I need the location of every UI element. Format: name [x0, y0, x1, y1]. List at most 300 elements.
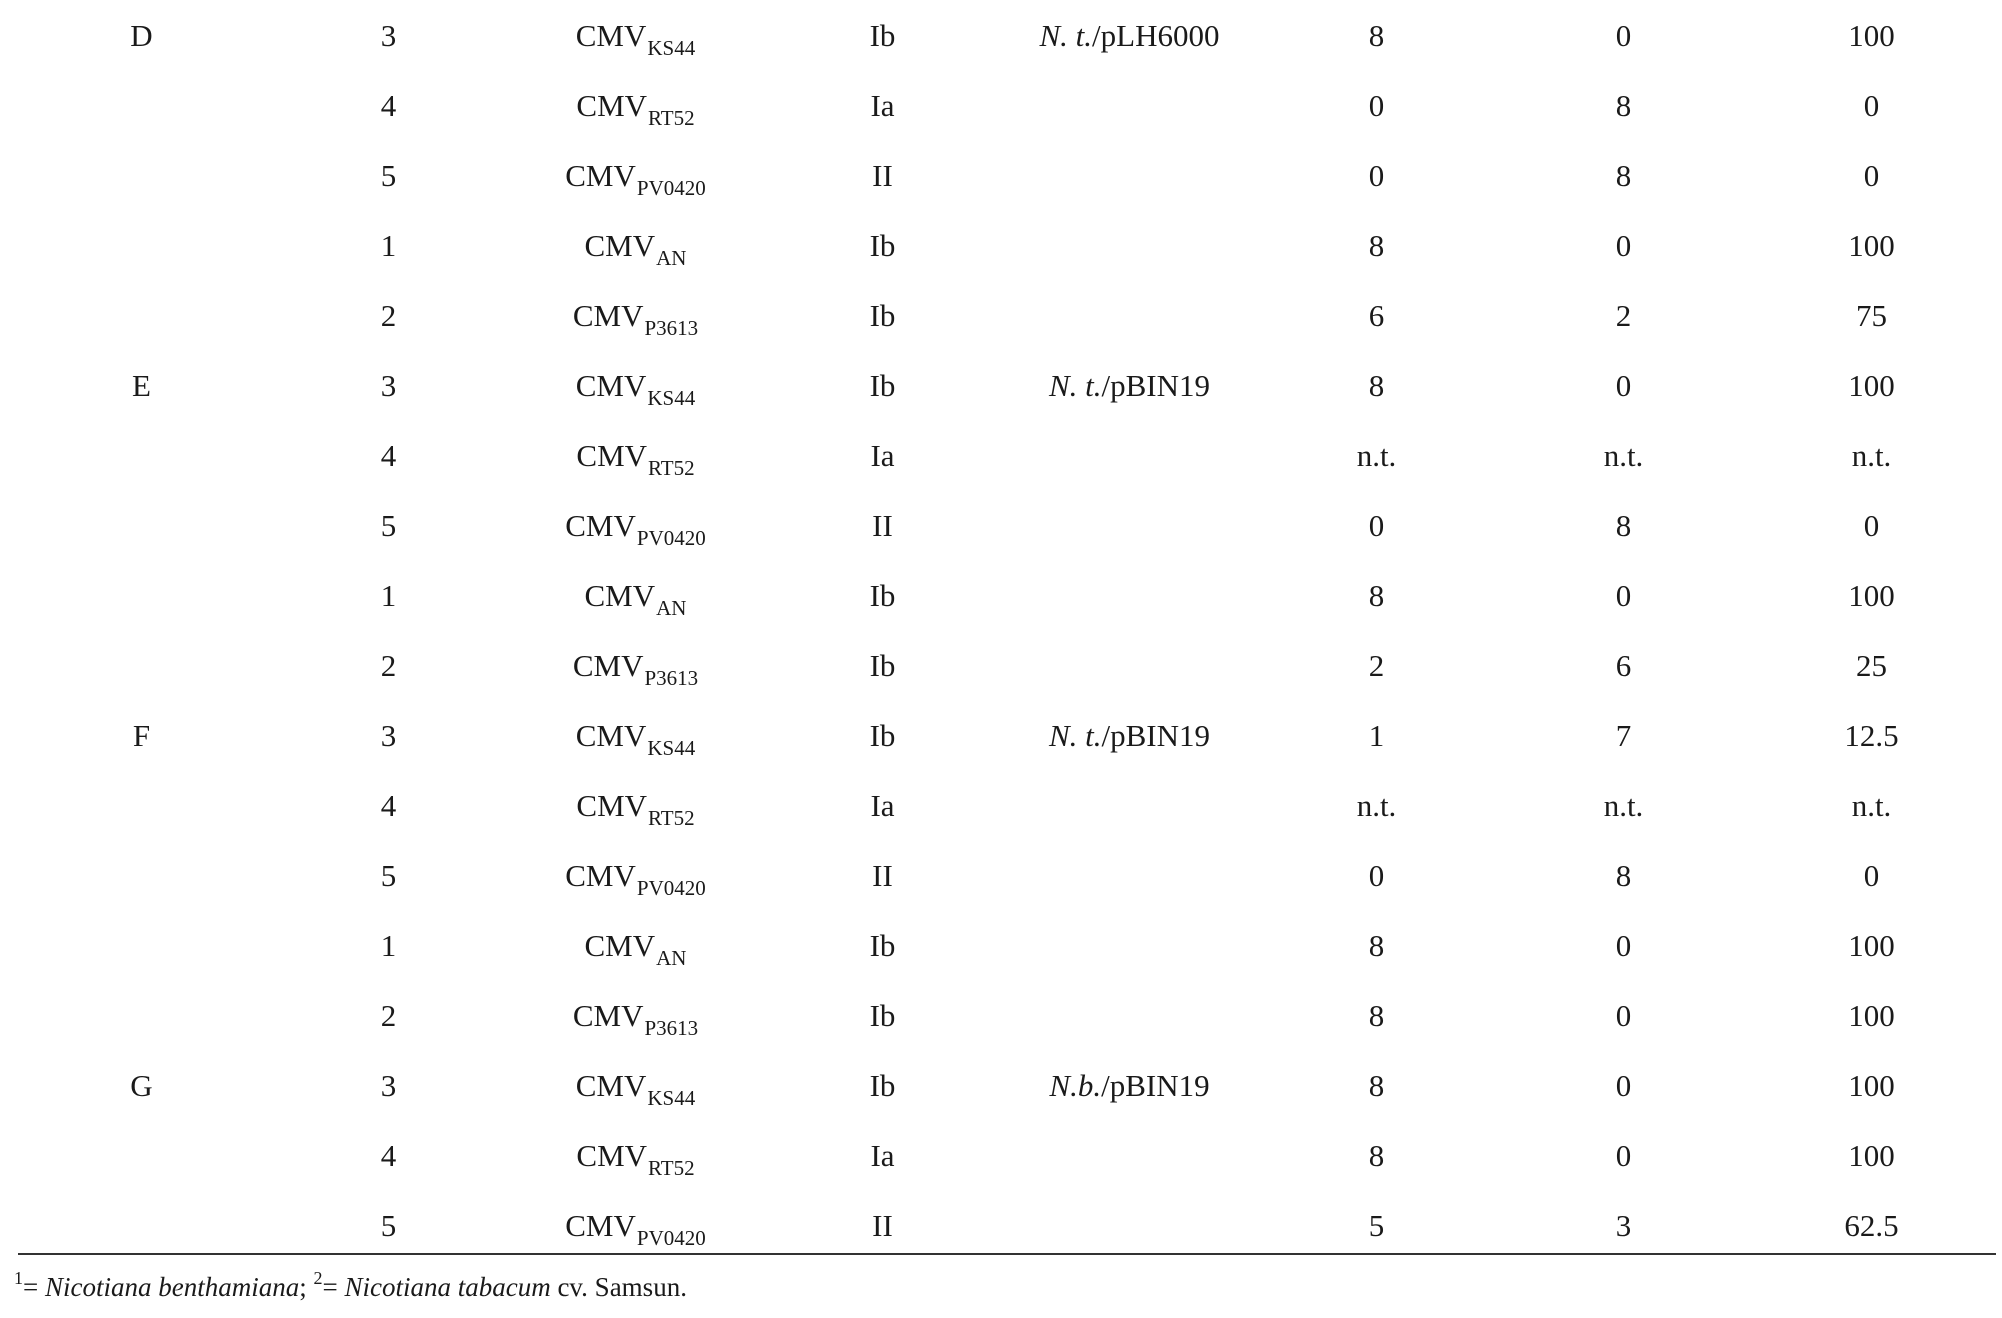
- virus-isolate-subscript: PV0420: [636, 175, 706, 200]
- cell-number: [265, 70, 512, 140]
- cell-uninfected: [1500, 210, 1747, 280]
- cell-group: [18, 420, 265, 490]
- infection-percent: 12.5: [1844, 717, 1899, 753]
- cell-number: [265, 0, 512, 70]
- cell-number: [265, 1120, 512, 1190]
- plant-number: 5: [380, 1207, 397, 1243]
- construct-host: N. t.: [1039, 17, 1093, 53]
- cell-subgroup: [759, 490, 1006, 560]
- table-row: [18, 980, 1996, 1050]
- table-row: [18, 70, 1996, 140]
- infected-count: n.t.: [1356, 437, 1397, 473]
- cell-uninfected: [1500, 280, 1747, 350]
- virus-isolate-subscript: KS44: [647, 385, 696, 410]
- cell-uninfected: [1500, 1050, 1747, 1120]
- cell-uninfected: [1500, 630, 1747, 700]
- footnote-text-1-prefix: =: [23, 1272, 45, 1302]
- cell-construct: [1006, 140, 1253, 210]
- cell-construct: [1006, 840, 1253, 910]
- cell-virus: [512, 420, 759, 490]
- virus-name: CMV: [576, 787, 648, 823]
- footnote-text-1-suffix: ;: [299, 1272, 314, 1302]
- infection-percent: 100: [1848, 367, 1895, 403]
- results-table-container: [18, 0, 1996, 1260]
- infected-count: 0: [1368, 157, 1385, 193]
- cell-virus: [512, 700, 759, 770]
- virus-isolate-subscript: PV0420: [636, 875, 706, 900]
- plant-number: 2: [380, 297, 397, 333]
- cell-percent: [1747, 910, 1996, 980]
- cell-virus: [512, 210, 759, 280]
- plant-number: 1: [380, 227, 397, 263]
- cell-virus: [512, 1050, 759, 1120]
- infection-percent: 62.5: [1844, 1207, 1899, 1243]
- uninfected-count: 0: [1615, 577, 1632, 613]
- virus-isolate-subscript: P3613: [644, 665, 699, 690]
- cell-number: [265, 1190, 512, 1260]
- cell-subgroup: [759, 0, 1006, 70]
- cell-percent: [1747, 770, 1996, 840]
- cell-virus: [512, 70, 759, 140]
- virus-name: CMV: [575, 1067, 647, 1103]
- virus-name: CMV: [565, 1207, 636, 1243]
- plant-number: 5: [380, 857, 397, 893]
- table-body: [18, 0, 1996, 1260]
- virus-isolate-subscript: PV0420: [636, 1225, 706, 1250]
- cell-infected: [1253, 980, 1500, 1050]
- virus-name: CMV: [576, 1137, 648, 1173]
- table-row: [18, 700, 1996, 770]
- infection-percent: 25: [1856, 647, 1887, 683]
- uninfected-count: 8: [1615, 857, 1632, 893]
- cell-uninfected: [1500, 840, 1747, 910]
- cell-number: [265, 770, 512, 840]
- virus-name: CMV: [575, 717, 647, 753]
- cell-infected: [1253, 70, 1500, 140]
- cell-percent: [1747, 1050, 1996, 1120]
- cell-infected: [1253, 140, 1500, 210]
- virus-subgroup: Ib: [869, 1067, 896, 1103]
- cell-virus: [512, 630, 759, 700]
- plant-number: 3: [380, 1067, 397, 1103]
- cell-uninfected: [1500, 1120, 1747, 1190]
- cell-number: [265, 910, 512, 980]
- results-table: [18, 0, 1996, 1260]
- construct-vector: /pBIN19: [1101, 367, 1211, 403]
- cell-group: [18, 1120, 265, 1190]
- cell-subgroup: [759, 350, 1006, 420]
- infected-count: 0: [1368, 507, 1385, 543]
- cell-percent: [1747, 420, 1996, 490]
- uninfected-count: 0: [1615, 367, 1632, 403]
- table-row: [18, 910, 1996, 980]
- cell-infected: [1253, 700, 1500, 770]
- cell-construct: [1006, 560, 1253, 630]
- cell-group: [18, 560, 265, 630]
- cell-group: [18, 770, 265, 840]
- cell-virus: [512, 770, 759, 840]
- cell-virus: [512, 1190, 759, 1260]
- cell-infected: [1253, 630, 1500, 700]
- uninfected-count: 8: [1615, 507, 1632, 543]
- cell-group: [18, 1050, 265, 1120]
- virus-isolate-subscript: PV0420: [636, 525, 706, 550]
- infection-percent: 75: [1856, 297, 1887, 333]
- table-row: [18, 140, 1996, 210]
- cell-subgroup: [759, 840, 1006, 910]
- plant-number: 5: [380, 507, 397, 543]
- cell-infected: [1253, 210, 1500, 280]
- cell-infected: [1253, 350, 1500, 420]
- cell-virus: [512, 980, 759, 1050]
- virus-subgroup: Ia: [870, 87, 895, 123]
- cell-infected: [1253, 770, 1500, 840]
- cell-subgroup: [759, 560, 1006, 630]
- infection-percent: 100: [1848, 927, 1895, 963]
- cell-percent: [1747, 700, 1996, 770]
- cell-group: [18, 840, 265, 910]
- virus-isolate-subscript: AN: [656, 245, 687, 270]
- infected-count: 1: [1368, 717, 1385, 753]
- cell-percent: [1747, 210, 1996, 280]
- cell-infected: [1253, 840, 1500, 910]
- virus-isolate-subscript: P3613: [644, 1015, 699, 1040]
- cell-number: [265, 630, 512, 700]
- virus-name: CMV: [584, 927, 656, 963]
- virus-subgroup: II: [872, 157, 893, 193]
- virus-isolate-subscript: RT52: [648, 105, 695, 130]
- virus-isolate-subscript: RT52: [648, 455, 695, 480]
- uninfected-count: 0: [1615, 1067, 1632, 1103]
- plant-number: 3: [380, 17, 397, 53]
- cell-number: [265, 1050, 512, 1120]
- table-row: [18, 210, 1996, 280]
- cell-percent: [1747, 140, 1996, 210]
- plant-number: 3: [380, 367, 397, 403]
- plant-number: 1: [380, 927, 397, 963]
- cell-number: [265, 560, 512, 630]
- virus-subgroup: Ib: [869, 17, 896, 53]
- infected-count: 6: [1368, 297, 1385, 333]
- cell-virus: [512, 910, 759, 980]
- uninfected-count: 8: [1615, 87, 1632, 123]
- virus-subgroup: II: [872, 507, 893, 543]
- virus-isolate-subscript: P3613: [644, 315, 699, 340]
- cell-infected: [1253, 1120, 1500, 1190]
- cell-infected: [1253, 910, 1500, 980]
- cell-group: [18, 0, 265, 70]
- cell-construct: [1006, 1050, 1253, 1120]
- cell-subgroup: [759, 420, 1006, 490]
- cell-construct: [1006, 700, 1253, 770]
- table-row: [18, 280, 1996, 350]
- construct-vector: /pLH6000: [1092, 17, 1220, 53]
- cell-infected: [1253, 1190, 1500, 1260]
- cell-uninfected: [1500, 910, 1747, 980]
- virus-isolate-subscript: KS44: [647, 35, 696, 60]
- virus-subgroup: Ib: [869, 647, 896, 683]
- plant-number: 4: [380, 437, 397, 473]
- construct-host: N.b.: [1049, 1067, 1102, 1103]
- infection-percent: n.t.: [1851, 787, 1892, 823]
- table-row: [18, 0, 1996, 70]
- cell-uninfected: [1500, 700, 1747, 770]
- footnote-species-2: Nicotiana tabacum: [344, 1272, 551, 1302]
- virus-isolate-subscript: AN: [656, 945, 687, 970]
- group-label: D: [130, 17, 153, 53]
- cell-number: [265, 350, 512, 420]
- cell-subgroup: [759, 1120, 1006, 1190]
- cell-subgroup: [759, 770, 1006, 840]
- virus-name: CMV: [565, 507, 636, 543]
- cell-subgroup: [759, 280, 1006, 350]
- cell-group: [18, 490, 265, 560]
- plant-number: 3: [380, 717, 397, 753]
- footnote-species-1: Nicotiana benthamiana: [44, 1272, 300, 1302]
- cell-percent: [1747, 490, 1996, 560]
- cell-infected: [1253, 280, 1500, 350]
- infected-count: n.t.: [1356, 787, 1397, 823]
- cell-uninfected: [1500, 980, 1747, 1050]
- infection-percent: n.t.: [1851, 437, 1892, 473]
- cell-virus: [512, 840, 759, 910]
- cell-infected: [1253, 560, 1500, 630]
- infection-percent: 100: [1848, 1067, 1895, 1103]
- plant-number: 4: [380, 1137, 397, 1173]
- cell-uninfected: [1500, 490, 1747, 560]
- cell-subgroup: [759, 910, 1006, 980]
- cell-construct: [1006, 980, 1253, 1050]
- infected-count: 8: [1368, 577, 1385, 613]
- cell-virus: [512, 1120, 759, 1190]
- virus-subgroup: Ib: [869, 997, 896, 1033]
- infection-percent: 0: [1863, 507, 1880, 543]
- cell-uninfected: [1500, 70, 1747, 140]
- cell-subgroup: [759, 1050, 1006, 1120]
- uninfected-count: n.t.: [1603, 437, 1644, 473]
- plant-number: 4: [380, 787, 397, 823]
- cell-group: [18, 980, 265, 1050]
- cell-construct: [1006, 210, 1253, 280]
- cell-percent: [1747, 70, 1996, 140]
- construct-host: N. t.: [1048, 367, 1102, 403]
- infected-count: 2: [1368, 647, 1385, 683]
- cell-construct: [1006, 280, 1253, 350]
- group-label: F: [132, 717, 151, 753]
- cell-number: [265, 420, 512, 490]
- infected-count: 8: [1368, 227, 1385, 263]
- virus-subgroup: Ia: [870, 787, 895, 823]
- infected-count: 8: [1368, 1067, 1385, 1103]
- cell-group: [18, 350, 265, 420]
- cell-construct: [1006, 420, 1253, 490]
- infection-percent: 100: [1848, 577, 1895, 613]
- cell-construct: [1006, 1120, 1253, 1190]
- table-row: [18, 1050, 1996, 1120]
- cell-percent: [1747, 630, 1996, 700]
- footnote: [14, 1270, 687, 1303]
- cell-subgroup: [759, 980, 1006, 1050]
- infection-percent: 0: [1863, 857, 1880, 893]
- uninfected-count: 0: [1615, 1137, 1632, 1173]
- virus-name: CMV: [572, 997, 644, 1033]
- cell-virus: [512, 0, 759, 70]
- plant-number: 2: [380, 997, 397, 1033]
- virus-name: CMV: [576, 437, 648, 473]
- table-row: [18, 350, 1996, 420]
- cell-percent: [1747, 840, 1996, 910]
- virus-name: CMV: [584, 227, 656, 263]
- cell-subgroup: [759, 70, 1006, 140]
- cell-uninfected: [1500, 350, 1747, 420]
- cell-number: [265, 840, 512, 910]
- cell-number: [265, 980, 512, 1050]
- virus-name: CMV: [572, 647, 644, 683]
- cell-infected: [1253, 420, 1500, 490]
- cell-construct: [1006, 0, 1253, 70]
- cell-virus: [512, 280, 759, 350]
- cell-number: [265, 490, 512, 560]
- plant-number: 1: [380, 577, 397, 613]
- cell-subgroup: [759, 700, 1006, 770]
- footnote-text-2-suffix: cv. Samsun.: [550, 1272, 687, 1302]
- cell-virus: [512, 350, 759, 420]
- footnote-text-2-prefix: =: [322, 1272, 345, 1302]
- table-row: [18, 770, 1996, 840]
- infected-count: 0: [1368, 857, 1385, 893]
- virus-isolate-subscript: RT52: [648, 805, 695, 830]
- uninfected-count: 0: [1615, 997, 1632, 1033]
- virus-subgroup: Ib: [869, 927, 896, 963]
- virus-subgroup: Ia: [870, 1137, 895, 1173]
- virus-subgroup: II: [872, 1207, 893, 1243]
- cell-infected: [1253, 490, 1500, 560]
- infected-count: 0: [1368, 87, 1385, 123]
- cell-number: [265, 140, 512, 210]
- construct-vector: /pBIN19: [1101, 717, 1211, 753]
- virus-subgroup: Ib: [869, 367, 896, 403]
- virus-subgroup: Ib: [869, 577, 896, 613]
- infection-percent: 100: [1848, 227, 1895, 263]
- footnote-mark-1: 1: [14, 1268, 23, 1288]
- cell-group: [18, 910, 265, 980]
- virus-name: CMV: [565, 157, 636, 193]
- virus-name: CMV: [572, 297, 644, 333]
- cell-construct: [1006, 910, 1253, 980]
- cell-construct: [1006, 70, 1253, 140]
- infection-percent: 100: [1848, 1137, 1895, 1173]
- virus-subgroup: Ia: [870, 437, 895, 473]
- plant-number: 4: [380, 87, 397, 123]
- cell-group: [18, 140, 265, 210]
- uninfected-count: 2: [1615, 297, 1632, 333]
- uninfected-count: 0: [1615, 17, 1632, 53]
- virus-subgroup: II: [872, 857, 893, 893]
- table-row: [18, 420, 1996, 490]
- cell-subgroup: [759, 140, 1006, 210]
- infected-count: 8: [1368, 17, 1385, 53]
- virus-name: CMV: [575, 17, 647, 53]
- cell-uninfected: [1500, 1190, 1747, 1260]
- table-row: [18, 490, 1996, 560]
- group-label: G: [130, 1067, 153, 1103]
- uninfected-count: 8: [1615, 157, 1632, 193]
- virus-isolate-subscript: KS44: [647, 735, 696, 760]
- cell-percent: [1747, 350, 1996, 420]
- virus-name: CMV: [575, 367, 647, 403]
- cell-percent: [1747, 0, 1996, 70]
- cell-construct: [1006, 770, 1253, 840]
- cell-infected: [1253, 0, 1500, 70]
- uninfected-count: n.t.: [1603, 787, 1644, 823]
- cell-subgroup: [759, 630, 1006, 700]
- virus-subgroup: Ib: [869, 297, 896, 333]
- virus-isolate-subscript: AN: [656, 595, 687, 620]
- uninfected-count: 0: [1615, 927, 1632, 963]
- infected-count: 8: [1368, 927, 1385, 963]
- cell-percent: [1747, 1190, 1996, 1260]
- uninfected-count: 7: [1615, 717, 1632, 753]
- infected-count: 8: [1368, 1137, 1385, 1173]
- cell-percent: [1747, 980, 1996, 1050]
- infected-count: 5: [1368, 1207, 1385, 1243]
- table-row: [18, 560, 1996, 630]
- infection-percent: 0: [1863, 87, 1880, 123]
- table-bottom-rule: [18, 1253, 1996, 1255]
- uninfected-count: 0: [1615, 227, 1632, 263]
- virus-name: CMV: [584, 577, 656, 613]
- cell-virus: [512, 490, 759, 560]
- table-row: [18, 1190, 1996, 1260]
- cell-uninfected: [1500, 560, 1747, 630]
- cell-construct: [1006, 1190, 1253, 1260]
- cell-uninfected: [1500, 140, 1747, 210]
- cell-number: [265, 700, 512, 770]
- infection-percent: 100: [1848, 17, 1895, 53]
- cell-construct: [1006, 350, 1253, 420]
- cell-group: [18, 70, 265, 140]
- plant-number: 2: [380, 647, 397, 683]
- cell-percent: [1747, 560, 1996, 630]
- plant-number: 5: [380, 157, 397, 193]
- table-row: [18, 630, 1996, 700]
- cell-uninfected: [1500, 770, 1747, 840]
- table-row: [18, 840, 1996, 910]
- construct-host: N. t.: [1048, 717, 1102, 753]
- cell-virus: [512, 140, 759, 210]
- cell-uninfected: [1500, 0, 1747, 70]
- virus-isolate-subscript: KS44: [647, 1085, 696, 1110]
- infection-percent: 0: [1863, 157, 1880, 193]
- uninfected-count: 6: [1615, 647, 1632, 683]
- footnote-mark-2: 2: [313, 1268, 323, 1288]
- cell-number: [265, 210, 512, 280]
- cell-virus: [512, 560, 759, 630]
- cell-group: [18, 210, 265, 280]
- virus-isolate-subscript: RT52: [648, 1155, 695, 1180]
- infection-percent: 100: [1848, 997, 1895, 1033]
- cell-percent: [1747, 1120, 1996, 1190]
- cell-uninfected: [1500, 420, 1747, 490]
- table-row: [18, 1120, 1996, 1190]
- virus-subgroup: Ib: [869, 227, 896, 263]
- cell-construct: [1006, 490, 1253, 560]
- cell-group: [18, 700, 265, 770]
- cell-number: [265, 280, 512, 350]
- virus-subgroup: Ib: [869, 717, 896, 753]
- cell-subgroup: [759, 1190, 1006, 1260]
- cell-percent: [1747, 280, 1996, 350]
